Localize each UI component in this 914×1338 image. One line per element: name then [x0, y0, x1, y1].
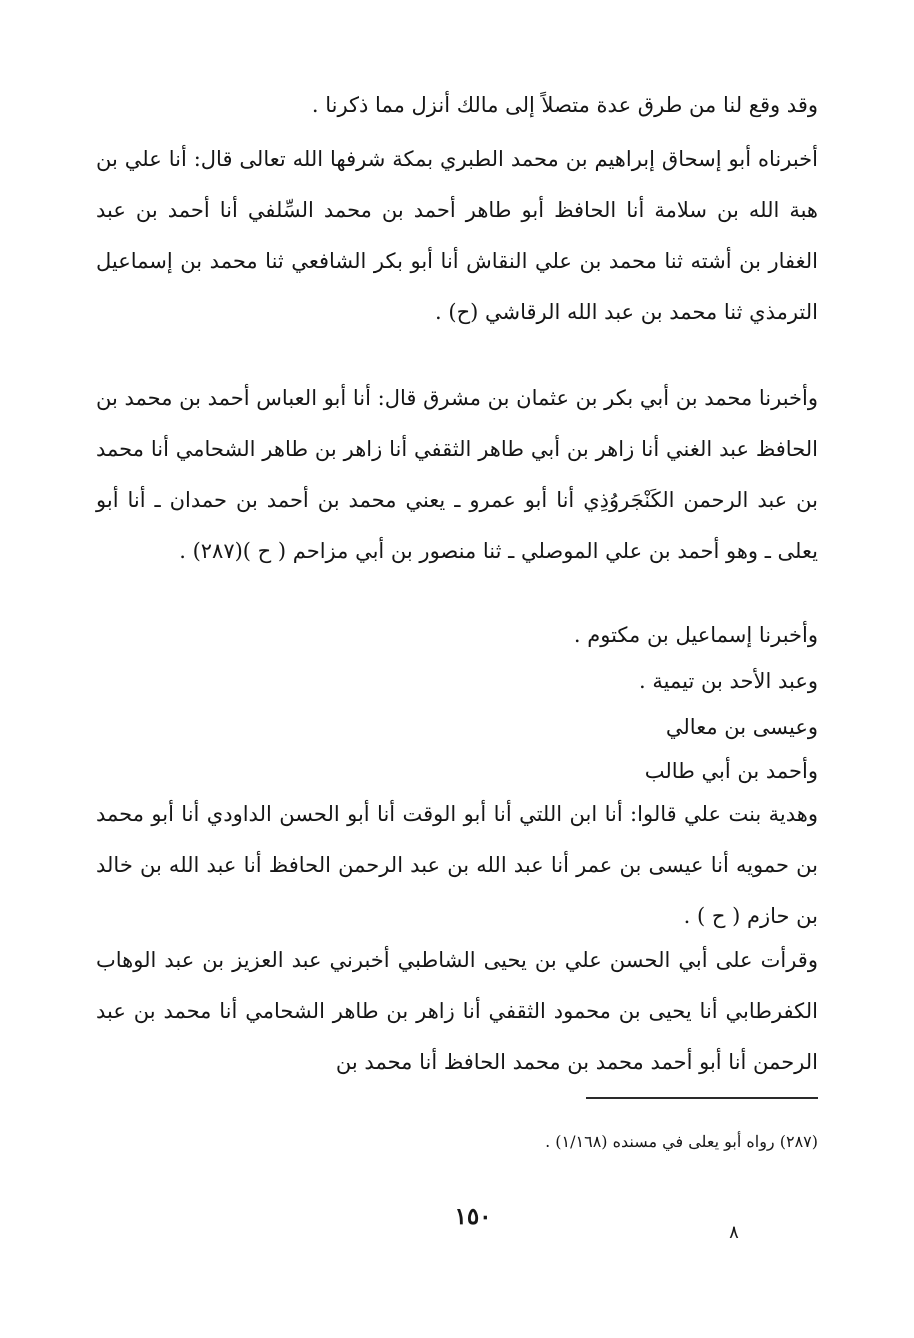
footnote: (٢٨٧) رواه أبو يعلى في مسنده (١/١٦٨) . [545, 1132, 818, 1151]
page-number: ١٥٠ [454, 1203, 492, 1230]
footnote-separator [586, 1097, 818, 1099]
paragraph-isnad-mashriq: وأخبرنا محمد بن أبي بكر بن عثمان بن مشرق قال: أنا أبو العباس أحمد بن محمد بن الحافظ عبد الغني أنا زاهر بن أبي طاهر الثقفي أنا زاهر بن طاهر الشحامي أنا محمد بن عبد الرحمن الكَنْجَروُذِي أنا أبو عمرو ـ يعني محمد بن أحمد بن حمدان ـ أنا أبو يعلى ـ وهو أحمد بن علي الموصلي ـ ثنا منصور بن أبي مزاحم ( ح )(٢٨٧) . [95, 386, 818, 563]
signature-mark: ٨ [729, 1222, 739, 1243]
paragraph-shatibi: وقرأت على أبي الحسن علي بن يحيى الشاطبي أخبرني عبد العزيز بن عبد الوهاب الكفرطابي أنا يحيى بن محمود الثقفي أنا زاهر بن طاهر الشحامي أنا محمد بن عبد الرحمن أنا أبو أحمد محمد بن محمد الحافظ أنا محمد بن [96, 948, 818, 1074]
paragraph-hadiya: وهدية بنت علي قالوا: أنا ابن اللتي أنا أبو الوقت أنا أبو الحسن الداودي أنا أبو محمد بن حمويه أنا عيسى بن عمر أنا عبد الله بن عبد الرحمن الحافظ أنا عبد الله بن خالد بن حازم ( ح ) . [96, 802, 818, 928]
names-list-item: وعيسى بن معالي [665, 715, 818, 739]
names-list-item: وعبد الأحد بن تيمية . [639, 669, 818, 693]
paragraph-isnad-tabari: أخبرناه أبو إسحاق إبراهيم بن محمد الطبري بمكة شرفها الله تعالى قال: أنا علي بن هبة الله بن سلامة أنا الحافظ أبو طاهر أحمد بن محمد السِّلفي أنا أحمد بن عبد الغفار بن أشته ثنا محمد بن علي النقاش أنا أبو بكر الشافعي ثنا محمد بن إسماعيل الترمذي ثنا محمد بن عبد الله الرقاشي (ح) . [96, 147, 818, 324]
names-list-item: وأحمد بن أبي طالب [644, 759, 818, 783]
paragraph-intro: وقد وقع لنا من طرق عدة متصلاً إلى مالك أنزل مما ذكرنا . [311, 93, 818, 117]
names-list-item: وأخبرنا إسماعيل بن مكتوم . [573, 623, 818, 647]
